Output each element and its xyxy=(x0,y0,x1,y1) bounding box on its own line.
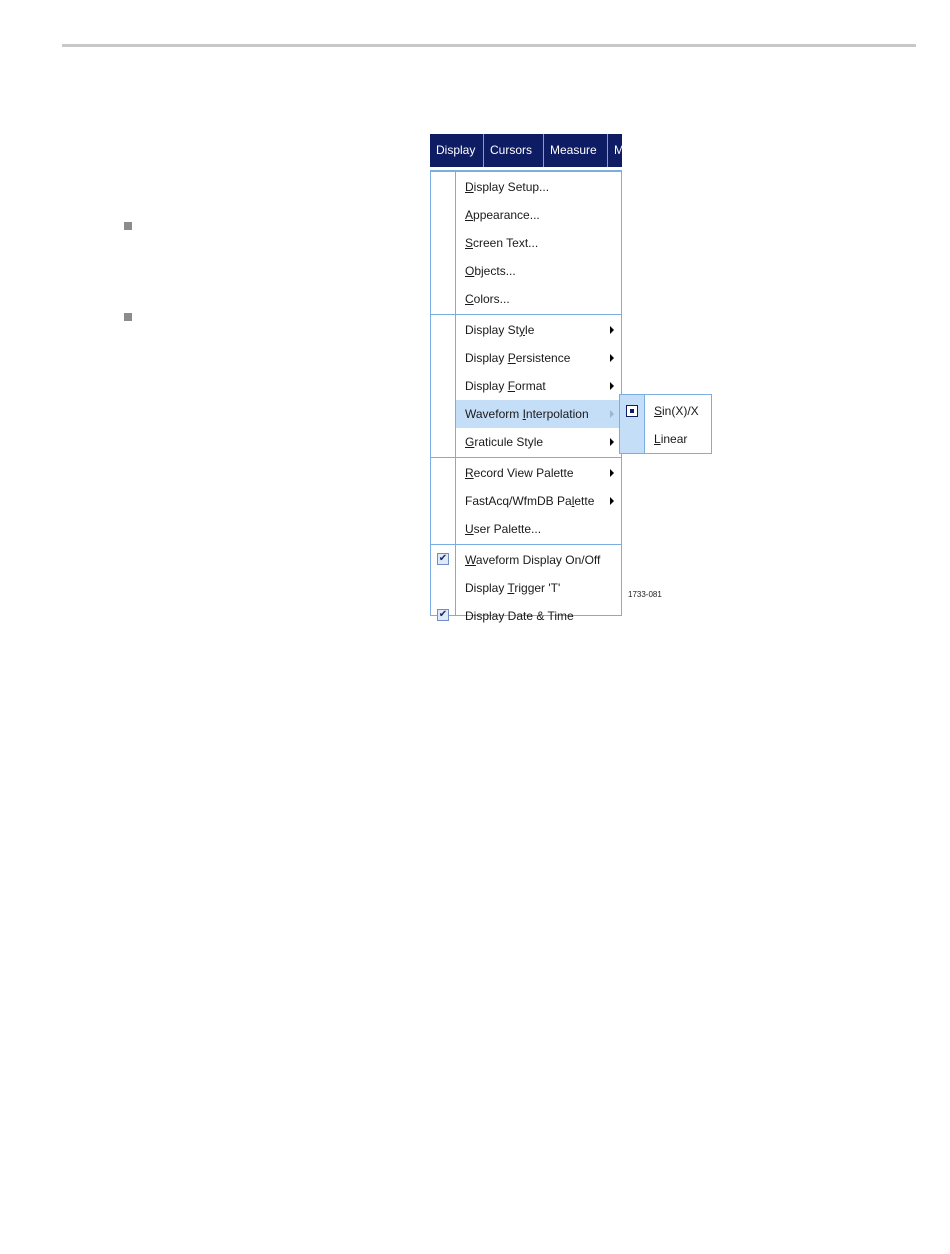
menu-measure[interactable]: Measure xyxy=(544,134,608,167)
menu-item-label xyxy=(465,515,541,543)
menu-item-label xyxy=(465,344,570,372)
menu-item-display-setup[interactable] xyxy=(431,173,621,201)
access-key: y xyxy=(519,323,526,337)
submenu-item-label xyxy=(654,397,699,425)
menu-item-appearance[interactable] xyxy=(431,201,621,229)
label-text: Display St xyxy=(465,323,520,337)
label-text: bjects... xyxy=(474,264,516,278)
display-dropdown-viewport xyxy=(430,170,624,623)
display-dropdown-menu xyxy=(430,170,622,623)
header-rule xyxy=(62,44,916,47)
label-text: rigger 'T' xyxy=(514,581,561,595)
label-text: ette xyxy=(574,494,595,508)
menu-item-graticule-style[interactable] xyxy=(431,428,621,456)
menu-item-display-format[interactable] xyxy=(431,372,621,400)
label-text: creen Text... xyxy=(473,236,539,250)
label-text: Display xyxy=(465,581,508,595)
checkmark-icon: ✔ xyxy=(438,609,448,620)
label-text: ppearance... xyxy=(473,208,540,222)
access-key: T xyxy=(507,581,515,595)
access-key: C xyxy=(465,292,474,306)
selected-dot xyxy=(630,409,634,413)
label-text: olors... xyxy=(473,292,510,306)
label-text: aveform Display On/Off xyxy=(475,553,601,567)
access-key: W xyxy=(465,553,476,567)
access-key: O xyxy=(465,264,475,278)
label-text: ser Palette... xyxy=(473,522,542,536)
label-text: Display xyxy=(465,379,508,393)
label-text: ormat xyxy=(515,379,546,393)
menu-group xyxy=(431,314,621,457)
submenu-item-label xyxy=(654,425,687,453)
bullet-marker xyxy=(124,313,132,321)
menu-item-label xyxy=(465,602,574,630)
menu-bar xyxy=(430,134,622,167)
label-text: Display xyxy=(465,351,508,365)
menu-display[interactable]: Display xyxy=(430,134,484,167)
access-key: l xyxy=(571,494,575,508)
label-text: Display Date & Time xyxy=(465,609,574,623)
menu-item-label xyxy=(465,546,600,574)
menu-item-label xyxy=(465,574,560,602)
menu-cursors[interactable]: Cursors xyxy=(484,134,544,167)
access-key: I xyxy=(522,407,526,421)
menu-item-label xyxy=(465,316,534,344)
menu-group xyxy=(431,457,621,544)
access-key: U xyxy=(465,522,474,536)
access-key: A xyxy=(465,208,474,222)
label-text: raticule Style xyxy=(474,435,544,449)
waveform-interpolation-submenu xyxy=(619,394,712,454)
menu-item-fastacq-wfmdb-palette[interactable] xyxy=(431,487,621,515)
label-text: ecord View Palette xyxy=(473,466,574,480)
menu-item-label xyxy=(465,459,574,487)
label-text: FastAcq/WfmDB Pa xyxy=(465,494,572,508)
menu-item-label xyxy=(465,173,549,201)
access-key: R xyxy=(465,466,474,480)
label-text: inear xyxy=(660,432,688,446)
menu-item-label xyxy=(465,428,543,456)
menu-item-colors[interactable] xyxy=(431,285,621,313)
selected-indicator-icon xyxy=(626,405,638,417)
menu-item-record-view-palette[interactable] xyxy=(431,459,621,487)
submenu-arrow-icon xyxy=(610,410,614,418)
label-text: Waveform xyxy=(465,407,523,421)
label-text: ersistence xyxy=(515,351,571,365)
menu-item-label xyxy=(465,487,594,515)
access-key: D xyxy=(465,180,474,194)
submenu-item-sin-x-x[interactable] xyxy=(620,397,711,425)
label-text: nterpolation xyxy=(525,407,589,421)
menu-item-display-date-time[interactable] xyxy=(431,602,621,623)
menu-item-label xyxy=(465,372,546,400)
submenu-arrow-icon xyxy=(610,326,614,334)
label-text: isplay Setup... xyxy=(473,180,550,194)
access-key: P xyxy=(507,351,516,365)
submenu-arrow-icon xyxy=(610,354,614,362)
access-key: G xyxy=(465,435,475,449)
bullet-marker xyxy=(124,222,132,230)
access-key: L xyxy=(654,432,661,446)
menu-item-waveform-interpolation[interactable] xyxy=(456,400,621,428)
access-key: S xyxy=(465,236,474,250)
menu-item-label xyxy=(465,285,510,313)
menu-item-display-style[interactable] xyxy=(431,316,621,344)
menu-group xyxy=(431,544,621,623)
menu-group xyxy=(431,171,621,314)
access-key: S xyxy=(654,404,663,418)
menu-next-truncated[interactable]: M xyxy=(614,143,624,157)
menu-item-label xyxy=(465,257,516,285)
menu-item-label xyxy=(465,400,589,428)
checkmark-icon: ✔ xyxy=(438,553,448,564)
menu-item-label xyxy=(465,229,538,257)
submenu-arrow-icon xyxy=(610,438,614,446)
menu-item-screen-text[interactable] xyxy=(431,229,621,257)
menu-item-label xyxy=(465,201,540,229)
submenu-arrow-icon xyxy=(610,469,614,477)
submenu-arrow-icon xyxy=(610,497,614,505)
label-text: le xyxy=(525,323,535,337)
access-key: F xyxy=(507,379,516,393)
figure-id: 1733-081 xyxy=(628,590,662,599)
menu-item-display-persistence[interactable] xyxy=(431,344,621,372)
menu-item-waveform-display-on-off[interactable] xyxy=(431,546,621,574)
label-text: in(X)/X xyxy=(662,404,699,418)
menu-item-user-palette[interactable] xyxy=(431,515,621,543)
submenu-item-linear[interactable] xyxy=(620,425,711,453)
menu-item-objects[interactable] xyxy=(431,257,621,285)
submenu-arrow-icon xyxy=(610,382,614,390)
menu-item-display-trigger-t[interactable] xyxy=(431,574,621,602)
